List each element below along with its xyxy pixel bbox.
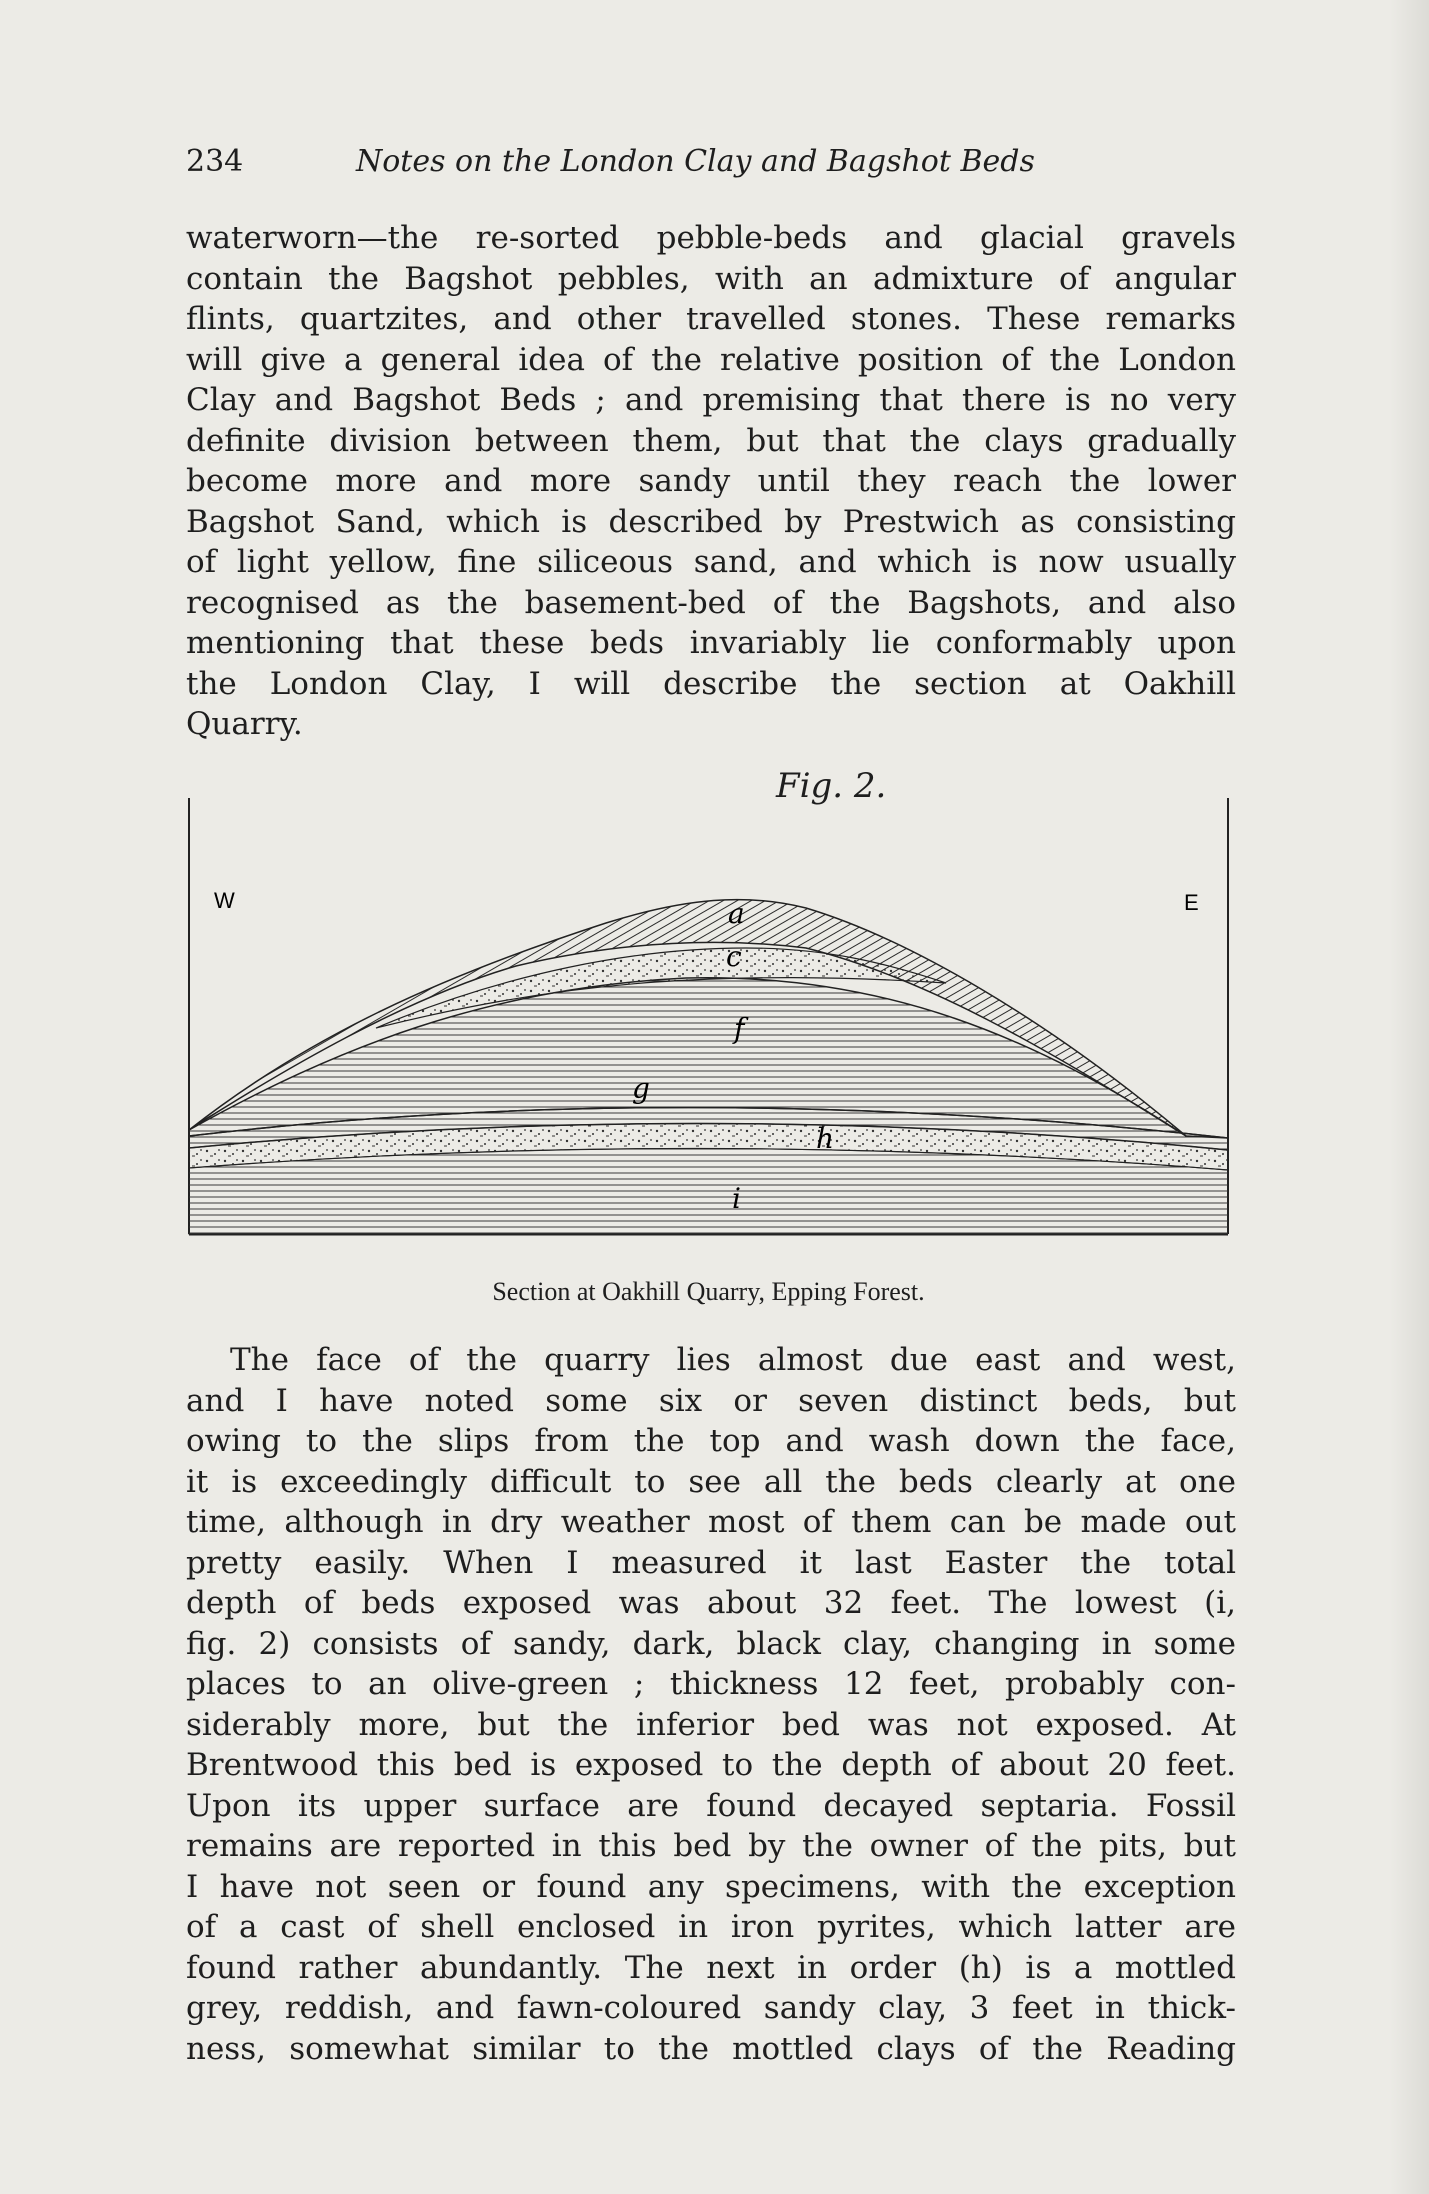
text-line: Upon its upper surface are found decayed septaria. Fossil [186, 1787, 1236, 1824]
bed-label-f: f [734, 1012, 745, 1045]
text-line: depth of beds exposed was about 32 feet. The lowest (i, [186, 1585, 1236, 1621]
section-drawing [186, 798, 1231, 1238]
text-line: remains are reported in this bed by the owner of the pits, but [186, 1828, 1236, 1864]
bed-label-a: a [728, 897, 745, 930]
text-line: recognised as the basement-bed of the Bagshots, and also [186, 584, 1236, 621]
paragraph-2 [186, 1340, 1236, 2069]
page-edge-shadow [1389, 0, 1429, 2194]
text-line: of a cast of shell enclosed in iron pyrites, which latter are [186, 1909, 1236, 1945]
text-line: owing to the slips from the top and wash down the face, [186, 1423, 1236, 1459]
figure-caption: Section at Oakhill Quarry, Epping Forest. [492, 1277, 925, 1306]
text-line: fig. 2) consists of sandy, dark, black clay, changing in some [186, 1625, 1236, 1662]
bed-label-g: g [632, 1072, 650, 1105]
text-line: it is exceedingly difficult to see all the beds clearly at one [186, 1463, 1236, 1500]
text-line: pretty easily. When I measured it last Easter the total [186, 1544, 1236, 1581]
bed-label-h: h [816, 1122, 835, 1155]
bed-i [189, 1148, 1228, 1234]
paragraph-1 [186, 218, 1236, 745]
text-line: places to an olive-green ; thickness 12 feet, probably con- [186, 1666, 1236, 1702]
page-number: 234 [186, 144, 244, 179]
west-label: W [214, 888, 235, 913]
text-line: become more and more sandy until they reach the lower [186, 463, 1236, 499]
bed-label-i: i [732, 1182, 741, 1215]
text-line: found rather abundantly. The next in order (h) is a mottled [186, 1949, 1236, 1986]
text-line: the London Clay, I will describe the section at Oakhill [186, 665, 1236, 702]
text-line: flints, quartzites, and other travelled stones. These remarks [186, 301, 1236, 337]
text-line: mentioning that these beds invariably lie conformably upon [186, 625, 1236, 661]
text-line: I have not seen or found any specimens, with the exception [186, 1868, 1236, 1905]
text-line: definite division between them, but that the clays gradually [186, 422, 1236, 459]
text-line: Bagshot Sand, which is described by Prestwich as consisting [186, 503, 1236, 540]
text-line: Clay and Bagshot Beds ; and premising that there is no very [186, 382, 1236, 418]
page-header [186, 140, 1236, 184]
text-line: Quarry. [186, 706, 303, 742]
running-head: Notes on the London Clay and Bagshot Beds [356, 144, 1035, 179]
text-line: siderably more, but the inferior bed was not exposed. At [186, 1706, 1236, 1743]
bed-label-c: c [726, 940, 742, 973]
east-label: E [1184, 890, 1199, 915]
text-line: Brentwood this bed is exposed to the depth of about 20 feet. [186, 1747, 1236, 1783]
text-line: time, although in dry weather most of them can be made out [186, 1504, 1236, 1540]
text-line: will give a general idea of the relative position of the London [186, 341, 1236, 378]
text-line: The face of the quarry lies almost due east and west, [230, 1342, 1236, 1378]
text-line: contain the Bagshot pebbles, with an admixture of angular [186, 260, 1236, 297]
text-line: ness, somewhat similar to the mottled clays of the Reading [186, 2030, 1236, 2067]
text-line: grey, reddish, and fawn-coloured sandy clay, 3 feet in thick- [186, 1990, 1236, 2026]
text-line: waterworn—the re-sorted pebble-beds and glacial gravels [186, 220, 1236, 256]
text-line: of light yellow, fine siliceous sand, and which is now usually [186, 544, 1236, 580]
geological-section-figure [186, 798, 1231, 1238]
text-line: and I have noted some six or seven distinct beds, but [186, 1382, 1236, 1419]
figure-label: Fig. 2. [776, 766, 887, 806]
